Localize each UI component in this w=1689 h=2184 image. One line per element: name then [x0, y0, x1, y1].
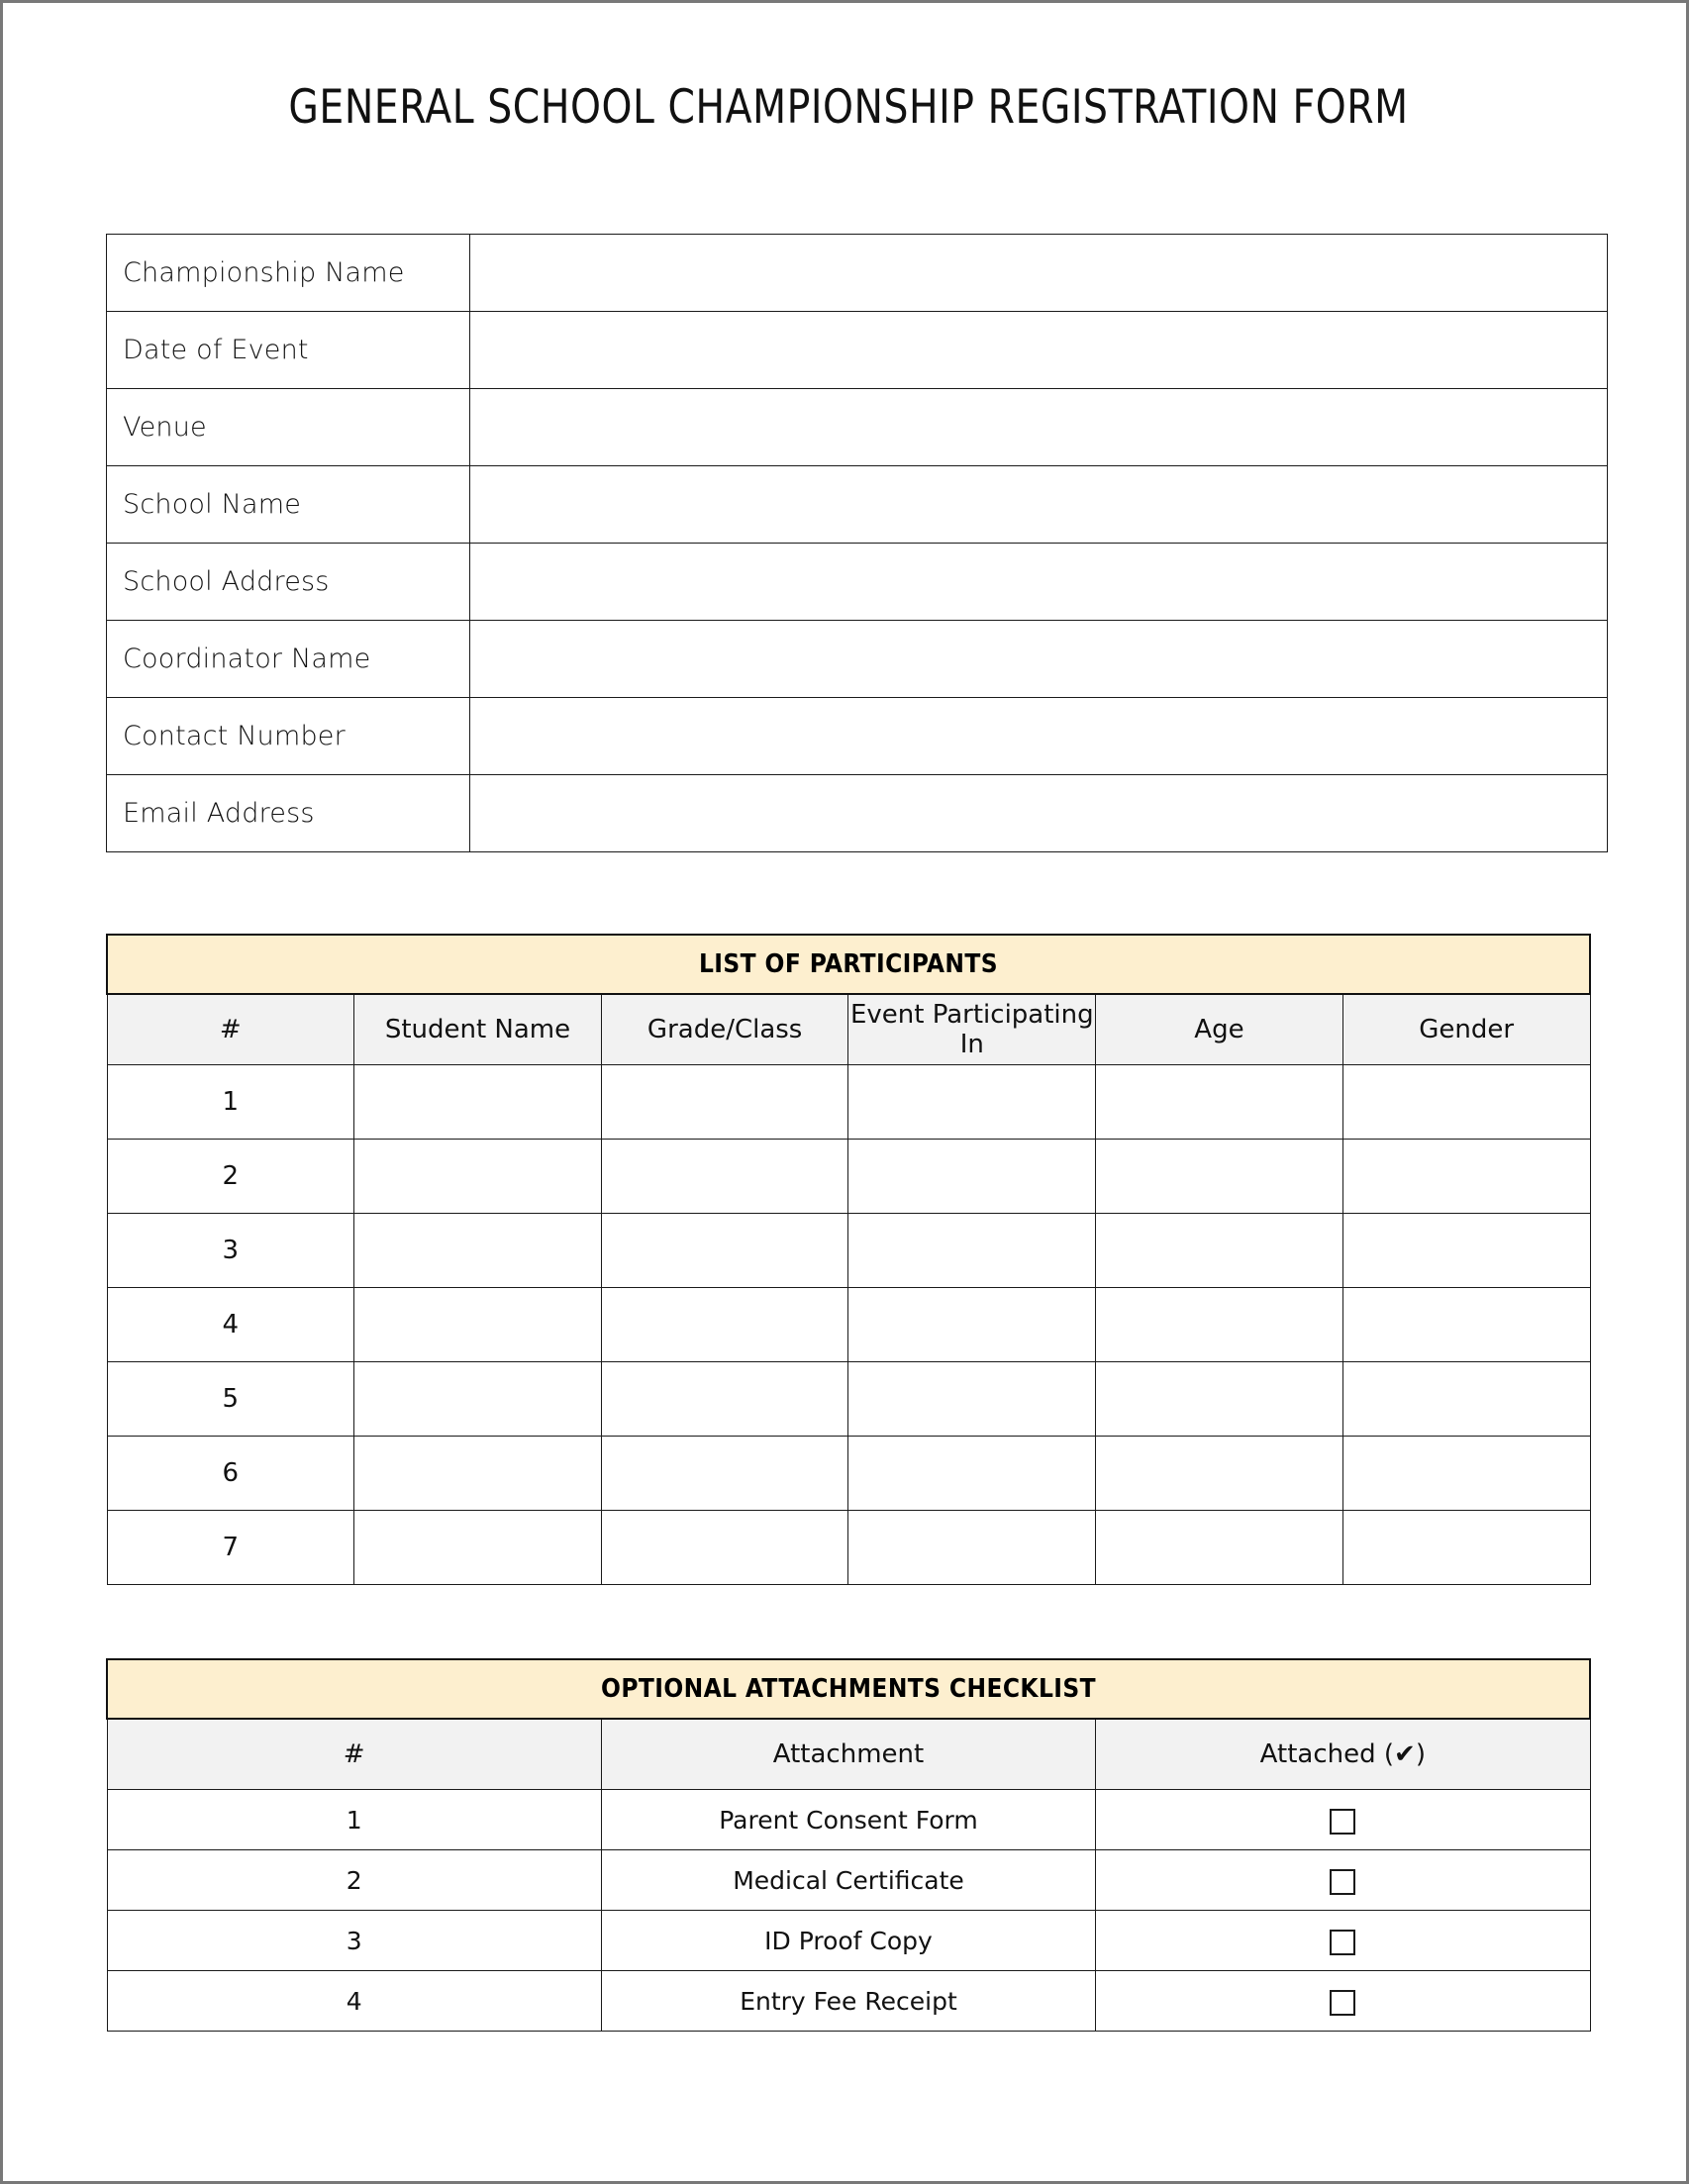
participants-col-grade-class: Grade/Class: [601, 994, 848, 1065]
participant-gender-field[interactable]: [1342, 1288, 1590, 1362]
checklist-attachment-label: Entry Fee Receipt: [601, 1971, 1095, 2032]
participant-student-name-field[interactable]: [354, 1511, 602, 1585]
checklist-col-attached: [1096, 1719, 1590, 1790]
participant-event-field[interactable]: [848, 1362, 1096, 1437]
checklist-attachment-label: Parent Consent Form: [601, 1790, 1095, 1850]
participant-gender-field[interactable]: [1342, 1362, 1590, 1437]
participant-age-field[interactable]: [1096, 1214, 1343, 1288]
info-row: [107, 466, 1608, 544]
participant-student-name-field[interactable]: [354, 1214, 602, 1288]
participants-banner-row: [107, 935, 1590, 994]
participant-grade-class-field[interactable]: [601, 1065, 848, 1140]
participant-event-field[interactable]: [848, 1437, 1096, 1511]
participants-banner: LIST OF PARTICIPANTS: [107, 935, 1590, 994]
info-row-value-field[interactable]: [470, 698, 1608, 775]
participant-row-number: 6: [107, 1437, 354, 1511]
participant-grade-class-field[interactable]: [601, 1362, 848, 1437]
participant-gender-field[interactable]: [1342, 1065, 1590, 1140]
info-row-label: Coordinator Name: [107, 621, 470, 698]
checklist-attached-cell[interactable]: [1096, 1911, 1590, 1971]
participants-col-age: Age: [1096, 994, 1343, 1065]
info-row: [107, 312, 1608, 389]
participant-row: [107, 1065, 1590, 1140]
participant-age-field[interactable]: [1096, 1065, 1343, 1140]
info-row-label: Date of Event: [107, 312, 470, 389]
checklist-col-attached-prefix: Attached (: [1259, 1739, 1395, 1769]
check-mark-icon: ✔: [1394, 1739, 1416, 1769]
participant-gender-field[interactable]: [1342, 1214, 1590, 1288]
checklist-row: [107, 1790, 1590, 1850]
info-row: [107, 544, 1608, 621]
checklist-attached-cell[interactable]: [1096, 1850, 1590, 1911]
info-row-value-field[interactable]: [470, 312, 1608, 389]
info-row-label: Contact Number: [107, 698, 470, 775]
info-row-value-field[interactable]: [470, 466, 1608, 544]
checklist-attachment-label: ID Proof Copy: [601, 1911, 1095, 1971]
participant-row-number: 5: [107, 1362, 354, 1437]
participants-col-number: #: [107, 994, 354, 1065]
info-row-value-field[interactable]: [470, 544, 1608, 621]
participants-col-student-name: Student Name: [354, 994, 602, 1065]
checklist-banner: OPTIONAL ATTACHMENTS CHECKLIST: [107, 1659, 1590, 1719]
attachments-checklist-table: [106, 1658, 1591, 2032]
info-row-label: Championship Name: [107, 235, 470, 312]
checklist-banner-row: [107, 1659, 1590, 1719]
participant-row-number: 2: [107, 1140, 354, 1214]
checklist-row: [107, 1850, 1590, 1911]
participant-row: [107, 1437, 1590, 1511]
info-row-value-field[interactable]: [470, 621, 1608, 698]
info-row: [107, 775, 1608, 852]
info-row: [107, 389, 1608, 466]
info-row-value-field[interactable]: [470, 235, 1608, 312]
checkbox-icon[interactable]: [1330, 1809, 1355, 1835]
checklist-row-number: 4: [107, 1971, 601, 2032]
checklist-attachment-label: Medical Certificate: [601, 1850, 1095, 1911]
checklist-col-attached-suffix: ): [1415, 1739, 1426, 1769]
event-info-table: [106, 234, 1608, 852]
participant-age-field[interactable]: [1096, 1140, 1343, 1214]
checkbox-icon[interactable]: [1330, 1930, 1355, 1955]
info-row-value-field[interactable]: [470, 389, 1608, 466]
participant-student-name-field[interactable]: [354, 1362, 602, 1437]
checklist-col-number: #: [107, 1719, 601, 1790]
info-row-label: Venue: [107, 389, 470, 466]
checklist-header-row: [107, 1719, 1590, 1790]
participants-header-row: [107, 994, 1590, 1065]
checklist-row: [107, 1971, 1590, 2032]
checklist-row: [107, 1911, 1590, 1971]
participant-row: [107, 1288, 1590, 1362]
checklist-row-number: 3: [107, 1911, 601, 1971]
participant-row: [107, 1511, 1590, 1585]
participant-event-field[interactable]: [848, 1511, 1096, 1585]
participant-grade-class-field[interactable]: [601, 1214, 848, 1288]
participants-body: [107, 1065, 1590, 1585]
participant-row-number: 7: [107, 1511, 354, 1585]
checkbox-icon[interactable]: [1330, 1869, 1355, 1895]
participant-event-field[interactable]: [848, 1214, 1096, 1288]
participant-age-field[interactable]: [1096, 1362, 1343, 1437]
participant-row-number: 4: [107, 1288, 354, 1362]
participant-row-number: 3: [107, 1214, 354, 1288]
checklist-attached-cell[interactable]: [1096, 1790, 1590, 1850]
participant-gender-field[interactable]: [1342, 1140, 1590, 1214]
participant-gender-field[interactable]: [1342, 1437, 1590, 1511]
participants-col-event: Event Participating In: [848, 994, 1096, 1065]
participant-student-name-field[interactable]: [354, 1288, 602, 1362]
participant-row-number: 1: [107, 1065, 354, 1140]
event-info-body: [107, 235, 1608, 852]
participant-row: [107, 1214, 1590, 1288]
participant-grade-class-field[interactable]: [601, 1437, 848, 1511]
checklist-attached-cell[interactable]: [1096, 1971, 1590, 2032]
participant-event-field[interactable]: [848, 1065, 1096, 1140]
checklist-row-number: 2: [107, 1850, 601, 1911]
checkbox-icon[interactable]: [1330, 1990, 1355, 2016]
participant-grade-class-field[interactable]: [601, 1511, 848, 1585]
info-row-label: Email Address: [107, 775, 470, 852]
participant-student-name-field[interactable]: [354, 1140, 602, 1214]
info-row-value-field[interactable]: [470, 775, 1608, 852]
info-row-label: School Name: [107, 466, 470, 544]
participant-age-field[interactable]: [1096, 1437, 1343, 1511]
participant-gender-field[interactable]: [1342, 1511, 1590, 1585]
info-row: [107, 698, 1608, 775]
participant-student-name-field[interactable]: [354, 1065, 602, 1140]
participants-col-gender: Gender: [1342, 994, 1590, 1065]
checklist-row-number: 1: [107, 1790, 601, 1850]
checklist-col-attachment: Attachment: [601, 1719, 1095, 1790]
page-title: GENERAL SCHOOL CHAMPIONSHIP REGISTRATION FORM: [288, 80, 1409, 135]
participant-grade-class-field[interactable]: [601, 1288, 848, 1362]
participant-event-field[interactable]: [848, 1140, 1096, 1214]
participant-row: [107, 1140, 1590, 1214]
participant-grade-class-field[interactable]: [601, 1140, 848, 1214]
participant-age-field[interactable]: [1096, 1511, 1343, 1585]
checklist-body: [107, 1790, 1590, 2032]
info-row-label: School Address: [107, 544, 470, 621]
participant-age-field[interactable]: [1096, 1288, 1343, 1362]
info-row: [107, 235, 1608, 312]
participant-event-field[interactable]: [848, 1288, 1096, 1362]
participant-student-name-field[interactable]: [354, 1437, 602, 1511]
info-row: [107, 621, 1608, 698]
participant-row: [107, 1362, 1590, 1437]
participants-table: [106, 934, 1591, 1585]
